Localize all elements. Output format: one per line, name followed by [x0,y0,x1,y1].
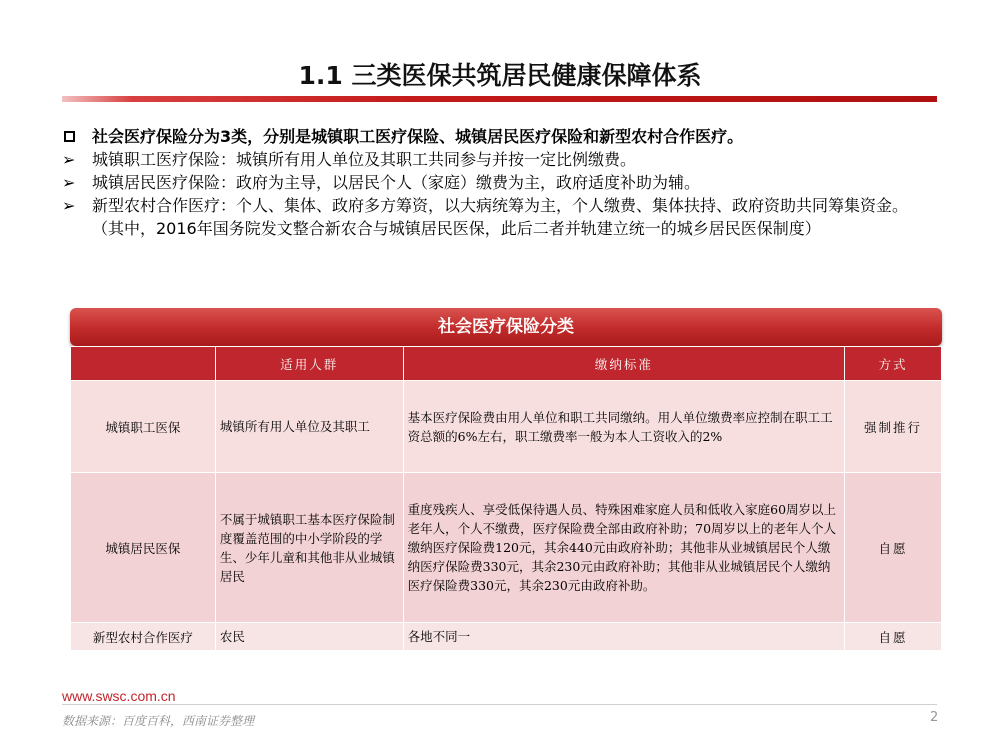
row-standard: 各地不同一 [403,623,844,651]
header-cell-blank [71,347,216,381]
header-cell-standard: 缴纳标准 [403,347,844,381]
slide-title: 1.1 三类医保共筑居民健康保障体系 [298,61,702,90]
row-standard: 重度残疾人、享受低保待遇人员、特殊困难家庭人员和低收入家庭60周岁以上老年人，个人不缴费，医疗保险费全部由政府补助；70周岁以上的老年人个人缴纳医疗保险费120元，其余440元由政府补助；其他非从业城镇居民个人缴纳医疗保险费330元，其余230元由政府补助；其他非从业城镇居民个人缴纳医疗保险费330元，其余230元由政府补助。 [403,473,844,623]
table-row [71,623,942,651]
footer-url-link[interactable]: www.swsc.com.cn [62,688,176,704]
row-standard: 基本医疗保险费由用人单位和职工共同缴纳。用人单位缴费率应控制在职工工资总额的6%左右，职工缴费率一般为本人工资收入的2% [403,381,844,473]
header-cell-way: 方式 [845,347,942,381]
row-name: 城镇职工医保 [71,381,216,473]
bullet-item [62,149,942,170]
bullet-item-text: 城镇职工医疗保险：城镇所有用人单位及其职工共同参与并按一定比例缴费。 [92,150,637,169]
bullet-item [62,195,942,216]
arrow-bullet-icon: ➢ [62,150,76,169]
row-way: 强制推行 [845,381,942,473]
row-group: 城镇所有用人单位及其职工 [215,381,403,473]
row-name: 城镇居民医保 [71,473,216,623]
bullet-list [62,126,942,239]
footer-divider [62,704,937,705]
row-name: 新型农村合作医疗 [71,623,216,651]
header-cell-group: 适用人群 [215,347,403,381]
row-way: 自愿 [845,473,942,623]
table-header-row [71,347,942,381]
square-bullet-icon [62,126,84,147]
table-banner: 社会医疗保险分类 [70,308,942,346]
row-group: 农民 [215,623,403,651]
bullet-note: （其中，2016年国务院发文整合新农合与城镇居民医保，此后二者并轨建立统一的城乡居民医保制度） [92,219,821,238]
arrow-bullet-icon: ➢ [62,173,76,192]
bullet-main-text: 社会医疗保险分为3类，分别是城镇职工医疗保险、城镇居民医疗保险和新型农村合作医疗。 [92,127,744,146]
table-row [71,473,942,623]
classification-table [70,346,942,651]
page-number: 2 [930,710,939,725]
table-row [71,381,942,473]
arrow-bullet-icon: ➢ [62,196,76,215]
footer-source: 数据来源：百度百科，西南证券整理 [62,714,255,728]
bullet-item [62,172,942,193]
row-way: 自愿 [845,623,942,651]
bullet-item-text: 新型农村合作医疗：个人、集体、政府多方筹资，以大病统筹为主，个人缴费、集体扶持、政府资助共同筹集资金。 [92,196,909,215]
bullet-item-text: 城镇居民医疗保险：政府为主导，以居民个人（家庭）缴费为主，政府适度补助为辅。 [92,173,701,192]
row-group: 不属于城镇职工基本医疗保险制度覆盖范围的中小学阶段的学生、少年儿童和其他非从业城镇居民 [215,473,403,623]
bullet-main [62,126,942,147]
title-divider-bar [62,96,937,102]
